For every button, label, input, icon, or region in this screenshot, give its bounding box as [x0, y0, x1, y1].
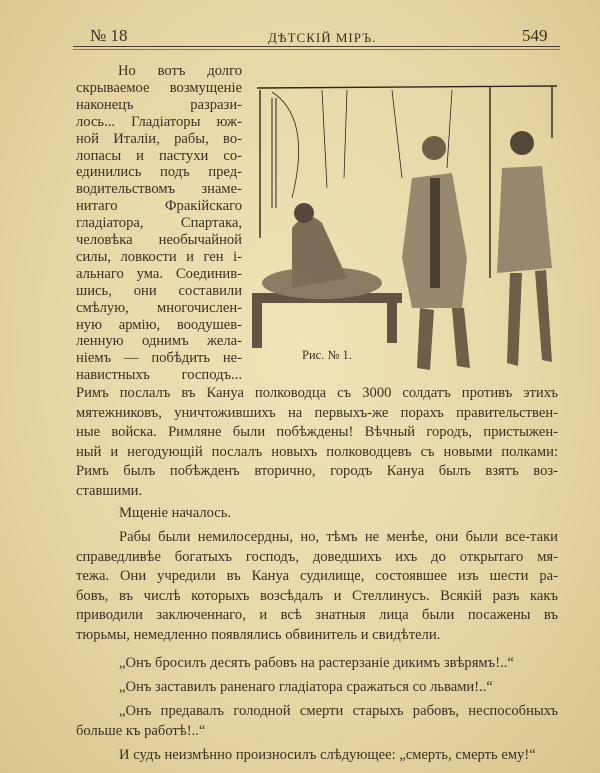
text-line: человѣка необычайной: [76, 232, 242, 248]
text-line: гладіатора, Спартака,: [76, 215, 242, 232]
text-line: наконецъ разрази-: [76, 96, 242, 113]
text-line: Римъ былъ побѣжденъ вторично, городъ Кануа былъ взятъ воз-: [76, 463, 558, 479]
text-line: лось... Гладіаторы юж-: [76, 113, 242, 130]
text-line: Римъ послалъ въ Кануа полководца съ 3000 солдатъ противъ этихъ: [76, 385, 558, 401]
figure-caption: Рис. № 1.: [302, 348, 352, 362]
issue-number: № 18: [90, 26, 128, 45]
illustration-gladiators: [252, 78, 562, 388]
text-line: ніемъ — побѣдить не-: [76, 350, 242, 367]
text-line: Рабы были немилосердны, но, тѣмъ не менѣе, они были все-таки: [119, 529, 558, 545]
text-line: ные войска. Римляне были побѣждены! Вѣчный городъ, пристыжен-: [76, 424, 558, 440]
text-line: ную армію, воодушев-: [76, 316, 242, 333]
text-line: ставшими.: [76, 482, 143, 499]
text-line: скрываемое возмущеніе: [76, 79, 242, 96]
text-line: Но вотъ долго: [118, 63, 242, 79]
text-line: шись, они составили: [76, 282, 242, 299]
text-line: „Онъ предавалъ голодной смерти старыхъ рабовъ, неспособныхъ: [119, 703, 558, 719]
text-line: тежа. Они учредили въ Кануа судилище, состоявшее изъ шести ра-: [76, 568, 558, 584]
text-line: водительствомъ знаме-: [76, 181, 242, 198]
paragraph-revenge: Мщеніе началось.: [119, 505, 232, 521]
text-line: мятежниковъ, уничтожившихъ на первыхъ-же порахъ правительствен-: [76, 404, 558, 421]
text-line: справедливѣе богатыхъ господъ, доведшихъ ихъ до открытаго мя-: [76, 548, 558, 565]
text-line: смѣлую, многочислен-: [76, 299, 242, 316]
header-rule: [73, 46, 560, 47]
journal-title: ДѢТСКІЙ МІРЪ.: [268, 30, 377, 45]
text-line: единились подъ пред-: [76, 164, 242, 181]
text-line: тюрьмы, немедленно появлялись обвинитель и свидѣтели.: [76, 626, 441, 643]
text-line: бовъ, въ числѣ которыхъ возсѣдалъ и Стеллинусъ. Всякій разъ какъ: [76, 587, 558, 604]
text-line: силы, ловкости и ген і-: [76, 248, 242, 265]
text-line: „Онъ заставилъ раненаго гладіатора сражаться со львами!..“: [119, 679, 493, 695]
text-line: приводили заключеннаго, и всѣ знатныя лица были посажены въ: [76, 607, 558, 623]
text-line: лопасы и пастухи со-: [76, 147, 242, 164]
text-line: „Онъ бросилъ десять рабовъ на растерзаніе дикимъ звѣрямъ!..“: [119, 655, 514, 671]
closing-line: И судъ неизмѣнно произносилъ слѣдующее: „смерть, смерть ему!“: [119, 747, 536, 763]
text-line: ный и негодующій послалъ новыхъ полководцевъ съ новыми полками:: [76, 443, 558, 460]
text-line: ленную однимъ жела-: [76, 333, 242, 350]
text-line: альнаго ума. Соединив-: [76, 265, 242, 282]
text-line: навистныхъ господъ...: [76, 367, 242, 384]
page-number: 549: [522, 26, 548, 45]
text-line: ной Италіи, рабы, во-: [76, 130, 242, 147]
text-line: больше къ работѣ!..“: [76, 723, 206, 739]
header-rule-thin: [73, 49, 560, 50]
text-line: нитаго Фракійскаго: [76, 198, 242, 215]
